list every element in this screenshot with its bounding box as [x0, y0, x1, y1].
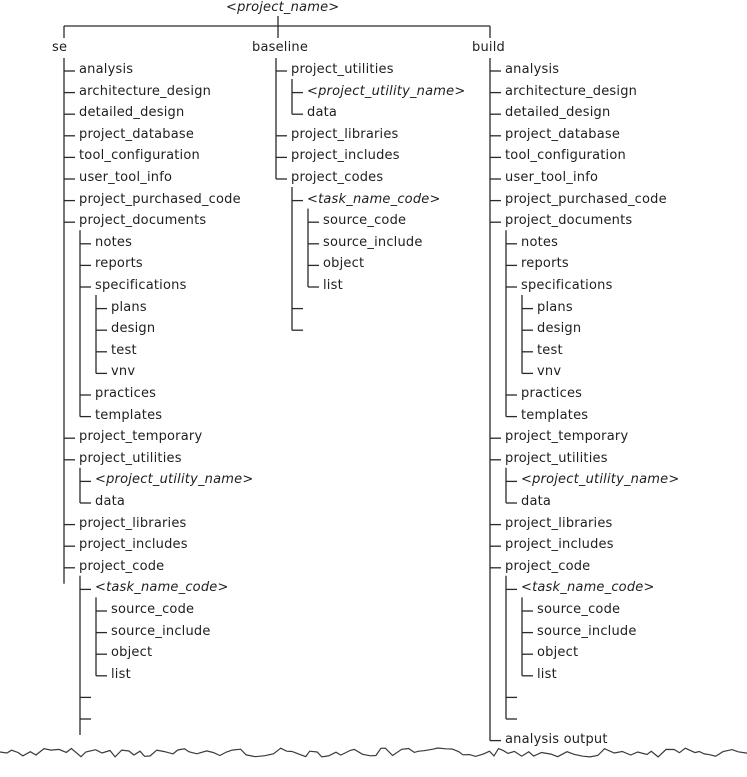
build-node-tool-configuration: tool_configuration	[505, 148, 626, 164]
build-node-source-include: source_include	[537, 623, 637, 639]
build-node-data: data	[521, 494, 552, 509]
build-node-task-name-code: <task_name_code>	[521, 580, 655, 596]
baseline-node-list: list	[323, 278, 343, 293]
se-node-plans: plans	[111, 299, 147, 315]
build-node-object: object	[537, 645, 579, 661]
build-node-design: design	[537, 321, 582, 337]
se-node-list: list	[111, 666, 131, 682]
se-node-project-database: project_database	[79, 126, 195, 142]
se-node-project-utility-name: <project_utility_name>	[95, 472, 254, 488]
build-node-project-temporary: project_temporary	[505, 429, 629, 445]
build-node-specifications: specifications	[521, 278, 613, 293]
build-node-project-libraries: project_libraries	[505, 515, 613, 531]
se-node-tool-configuration: tool_configuration	[79, 148, 200, 164]
baseline-node-task-name-code: <task_name_code>	[307, 191, 441, 207]
build-node-architecture-design: architecture_design	[505, 83, 638, 99]
build-node-analysis: analysis	[505, 62, 560, 77]
build-node-project-code: project_code	[505, 558, 591, 574]
baseline-node-project-includes: project_includes	[291, 148, 400, 164]
build-node-project-purchased-code: project_purchased_code	[505, 191, 667, 207]
build-node-practices: practices	[521, 386, 583, 401]
column-header-se: se	[52, 40, 68, 55]
se-node-design: design	[111, 321, 156, 337]
se-node-specifications: specifications	[95, 278, 187, 293]
baseline-node-object: object	[323, 256, 365, 272]
build-node-plans: plans	[537, 299, 573, 315]
se-node-source-include: source_include	[111, 623, 211, 639]
build-node-project-database: project_database	[505, 126, 621, 142]
se-node-project-code: project_code	[79, 558, 165, 574]
baseline-node-source-include: source_include	[323, 234, 423, 250]
build-node-user-tool-info: user_tool_info	[505, 170, 599, 185]
se-node-project-utilities: project_utilities	[79, 450, 182, 466]
se-node-practices: practices	[95, 386, 157, 401]
baseline-node-project-codes: project_codes	[291, 170, 384, 185]
build-node-notes: notes	[521, 234, 559, 250]
build-node-detailed-design: detailed_design	[505, 105, 611, 121]
baseline-node-project-utility-name: <project_utility_name>	[307, 83, 466, 99]
se-node-source-code: source_code	[111, 602, 195, 617]
se-node-test: test	[111, 342, 137, 358]
se-node-architecture-design: architecture_design	[79, 83, 212, 99]
se-node-vnv: vnv	[111, 364, 136, 380]
build-node-vnv: vnv	[537, 364, 562, 380]
build-node-analysis-output: analysis output	[505, 731, 608, 747]
column-header-build: build	[472, 40, 505, 55]
se-node-project-includes: project_includes	[79, 537, 188, 553]
build-node-list: list	[537, 666, 557, 682]
build-node-source-code: source_code	[537, 602, 621, 617]
baseline-node-project-utilities: project_utilities	[291, 62, 394, 77]
build-node-project-documents: project_documents	[505, 213, 633, 229]
baseline-node-data: data	[307, 105, 338, 121]
se-node-notes: notes	[95, 234, 133, 250]
se-node-project-documents: project_documents	[79, 213, 207, 229]
build-node-test: test	[537, 342, 563, 358]
se-node-project-purchased-code: project_purchased_code	[79, 191, 241, 207]
se-node-reports: reports	[95, 256, 143, 272]
se-node-detailed-design: detailed_design	[79, 105, 185, 121]
root-node-label: <project_name>	[226, 0, 340, 15]
baseline-node-project-libraries: project_libraries	[291, 126, 399, 142]
se-node-user-tool-info: user_tool_info	[79, 170, 173, 185]
se-node-templates: templates	[95, 407, 163, 423]
build-node-reports: reports	[521, 256, 569, 272]
column-header-baseline: baseline	[252, 40, 309, 55]
se-node-data: data	[95, 494, 126, 509]
build-node-templates: templates	[521, 407, 589, 423]
se-node-task-name-code: <task_name_code>	[95, 580, 229, 596]
build-node-project-utility-name: <project_utility_name>	[521, 472, 680, 488]
se-node-analysis: analysis	[79, 62, 134, 77]
build-node-project-includes: project_includes	[505, 537, 614, 553]
se-node-object: object	[111, 645, 153, 661]
baseline-node-source-code: source_code	[323, 213, 407, 229]
se-node-project-libraries: project_libraries	[79, 515, 187, 531]
se-node-project-temporary: project_temporary	[79, 429, 203, 445]
build-node-project-utilities: project_utilities	[505, 450, 608, 466]
torn-edge-mask	[0, 748, 747, 772]
